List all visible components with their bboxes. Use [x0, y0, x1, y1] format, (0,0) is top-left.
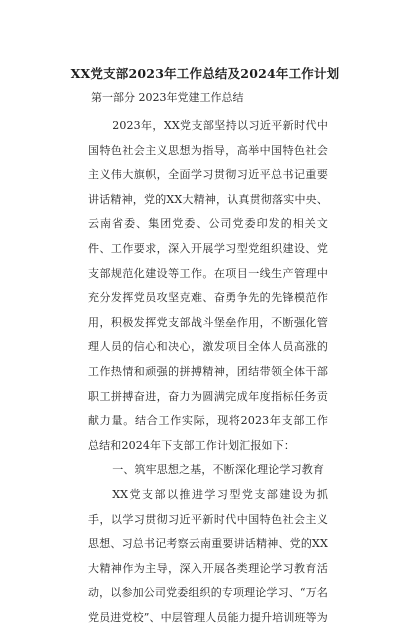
document-title: XX党支部2023年工作总结及2024年工作计划	[70, 66, 340, 81]
section-heading: 第一部分 2023年党建工作总结	[91, 91, 244, 104]
document-body	[88, 90, 328, 630]
body-paragraph-1: 2023年，XX党支部坚持以习近平新时代中国特色社会主义思想为指导，高举中国特色社会主义伟大旗帜，全面学习贯彻习近平总书记重要讲话精神，党的XX大精神，认真贯彻落实中央、云南省委、集团党委、公司党委印发的相关文件、工作要求，深入开展学习型党组织建设、党支部规范化建设等工作。在项目一线生产管理中充分发挥党员攻坚克难、奋勇争先的先锋模范作用，积极发挥党支部战斗堡垒作用，不断强化管理人员的信心和决心，激发项目全体人员高涨的工作热情和顽强的拼搏精神，团结带领全体干部职工拼搏奋进，奋力为圆满完成年度指标任务贡献力量。结合工作实际，现将2023年支部工作总结和2024年下支部工作计划汇报如下：	[88, 119, 328, 452]
spacer	[88, 106, 328, 114]
subsection-heading: 一、筑牢思想之基，不断深化理论学习教育	[112, 463, 325, 477]
body-paragraph-2: XX党支部以推进学习型党支部建设为抓手，以学习贯彻习近平新时代中国特色社会主义思想、习总书记考察云南重要讲话精神、党的XX大精神作为主导，深入开展各类理论学习教育活动，以参加公司党委组织的专项理论学习、“万名党员进党校”、中层管理人员能力提升培训班等为	[88, 487, 328, 624]
